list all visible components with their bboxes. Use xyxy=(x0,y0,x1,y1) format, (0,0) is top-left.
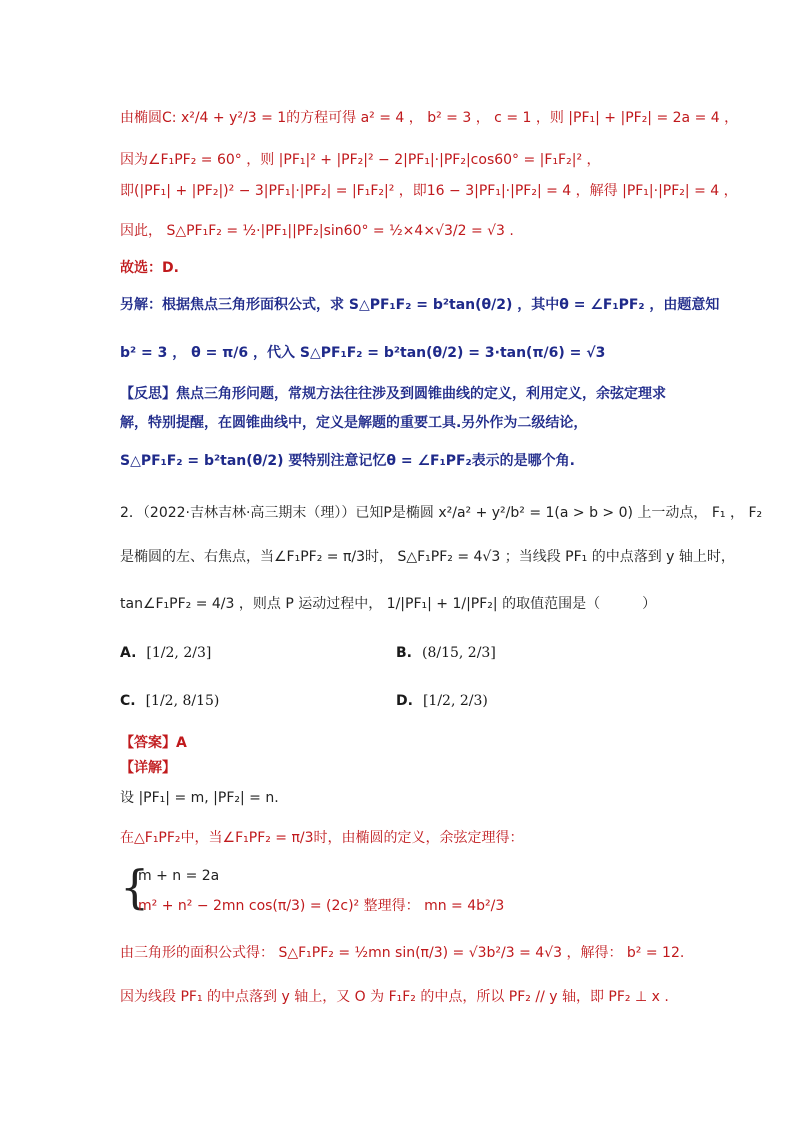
reflection-line-2: 解，特别提醒，在圆锥曲线中，定义是解题的重要工具.另外作为二级结论， xyxy=(120,415,588,431)
option-c-value: [1/2, 8/15) xyxy=(145,693,220,709)
answer-heading: 【答案】A xyxy=(120,735,187,751)
question-2-line-1: 2．（2022·吉林吉林·高三期末（理））已知P是椭圆 x²/a² + y²/b² = 1(a > b > 0) 上一动点， F₁ ， F₂ xyxy=(120,505,763,521)
reflection-line-3: S△PF₁F₂ = b²tan(θ/2) 要特别注意记忆θ = ∠F₁PF₂表示的是哪个角. xyxy=(120,453,575,469)
option-a-value: [1/2, 2/3] xyxy=(146,645,212,661)
reflection-line-1: 【反思】焦点三角形问题，常规方法往往涉及到圆锥曲线的定义，利用定义，余弦定理求 xyxy=(120,386,666,402)
detail-heading: 【详解】 xyxy=(120,760,176,776)
option-d xyxy=(396,691,488,711)
system-brace: { xyxy=(120,860,150,914)
alt-solution-line-2: b² = 3 ， θ = π/6 ，代入 S△PF₁F₂ = b²tan(θ/2) = 3·tan(π/6) = √3 xyxy=(120,345,606,361)
equation-system-row-1: m + n = 2a xyxy=(138,868,220,884)
detail-line-2: 在△F₁PF₂中，当∠F₁PF₂ = π/3时，由椭圆的定义，余弦定理得： xyxy=(120,830,524,846)
option-a-label: A. xyxy=(120,645,137,661)
equation-system-row-2: m² + n² − 2mn cos(π/3) = (2c)² 整理得： mn = 4b²/3 xyxy=(138,898,505,914)
solution-line-1: 由椭圆C: x²/4 + y²/3 = 1的方程可得 a² = 4 ， b² = 3 ， c = 1 ，则 |PF₁| + |PF₂| = 2a = 4 ， xyxy=(120,110,739,126)
option-b xyxy=(396,643,496,663)
answer-choice-line: 故选：D. xyxy=(120,260,179,276)
detail-line-1: 设 |PF₁| = m, |PF₂| = n. xyxy=(120,790,279,806)
option-a xyxy=(120,643,211,663)
option-b-label: B. xyxy=(396,645,412,661)
question-2-line-3: tan∠F₁PF₂ = 4/3 ，则点 P 运动过程中， 1/|PF₁| + 1/|PF₂| 的取值范围是（ ） xyxy=(120,596,657,612)
option-d-value: [1/2, 2/3) xyxy=(422,693,488,709)
solution-line-4: 因此， S△PF₁F₂ = ½·|PF₁||PF₂|sin60° = ½×4×√3/2 = √3 . xyxy=(120,223,514,239)
solution-line-2: 因为∠F₁PF₂ = 60° ，则 |PF₁|² + |PF₂|² − 2|PF₁|·|PF₂|cos60° = |F₁F₂|² ， xyxy=(120,152,601,168)
solution-line-3: 即(|PF₁| + |PF₂|)² − 3|PF₁|·|PF₂| = |F₁F₂|² ，即16 − 3|PF₁|·|PF₂| = 4 ，解得 |PF₁|·|PF₂| = 4 ， xyxy=(120,183,738,199)
option-d-label: D. xyxy=(396,693,413,709)
option-b-value: (8/15, 2/3] xyxy=(422,645,496,661)
alt-solution-line-1: 另解：根据焦点三角形面积公式，求 S△PF₁F₂ = b²tan(θ/2) ，其中θ = ∠F₁PF₂ ，由题意知 xyxy=(120,297,720,313)
question-2-line-2: 是椭圆的左、右焦点，当∠F₁PF₂ = π/3时， S△F₁PF₂ = 4√3 ；当线段 PF₁ 的中点落到 y 轴上时， xyxy=(120,549,735,565)
detail-line-3: 由三角形的面积公式得： S△F₁PF₂ = ½mn sin(π/3) = √3b²/3 = 4√3 ，解得： b² = 12. xyxy=(120,945,685,961)
detail-line-4: 因为线段 PF₁ 的中点落到 y 轴上，又 O 为 F₁F₂ 的中点，所以 PF₂ // y 轴，即 PF₂ ⊥ x . xyxy=(120,989,669,1005)
option-c xyxy=(120,691,219,711)
option-c-label: C. xyxy=(120,693,136,709)
